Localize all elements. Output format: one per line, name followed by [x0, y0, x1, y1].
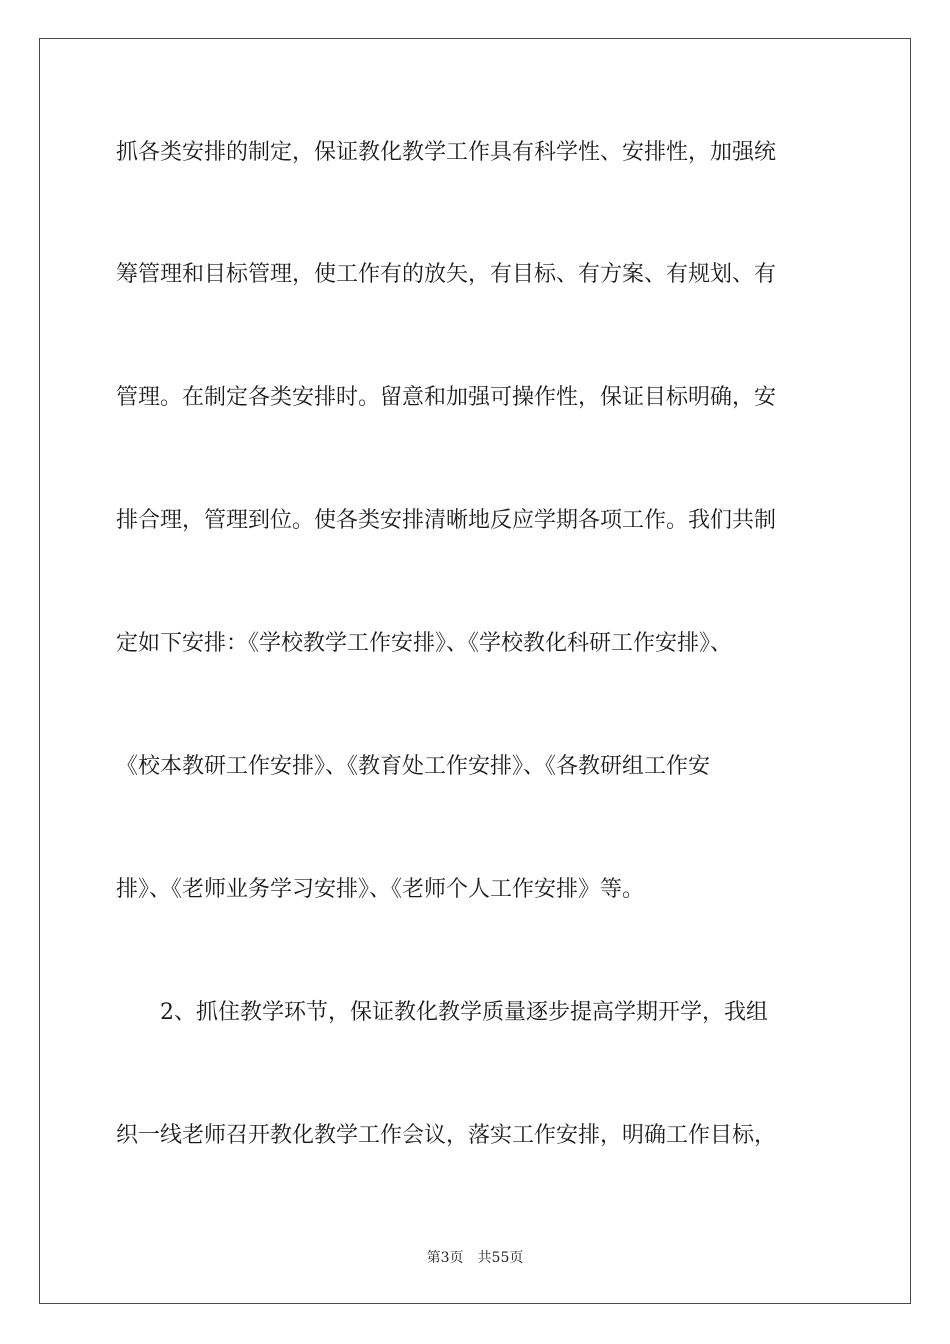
body-text-line: 《校本教研工作安排》、《教育处工作安排》、《各教研组工作安 — [116, 754, 711, 779]
body-text-line: 抓各类安排的制定，保证教化教学工作具有科学性、安排性，加强统 — [116, 140, 777, 165]
page-border — [39, 38, 911, 1304]
body-text-line: 织一线老师召开教化教学工作会议，落实工作安排，明确工作目标， — [116, 1123, 777, 1148]
total-pages: 共55页 — [477, 1250, 524, 1266]
body-text-line: 排合理，管理到位。使各类安排清晰地反应学期各项工作。我们共制 — [116, 508, 777, 533]
page-number: 第3页 — [426, 1250, 464, 1266]
page-footer — [0, 1248, 950, 1268]
body-text-line: 排》、《老师业务学习安排》、《老师个人工作安排》等。 — [116, 877, 645, 902]
body-text-line: 筹管理和目标管理，使工作有的放矢，有目标、有方案、有规划、有 — [116, 262, 777, 287]
body-text-line: 管理。在制定各类安排时。留意和加强可操作性，保证目标明确，安 — [116, 385, 777, 410]
body-text-line: 定如下安排：《学校教学工作安排》、《学校教化科研工作安排》、 — [116, 631, 733, 656]
body-text-line: 2、抓住教学环节，保证教化教学质量逐步提高学期开学，我组 — [116, 1000, 768, 1025]
